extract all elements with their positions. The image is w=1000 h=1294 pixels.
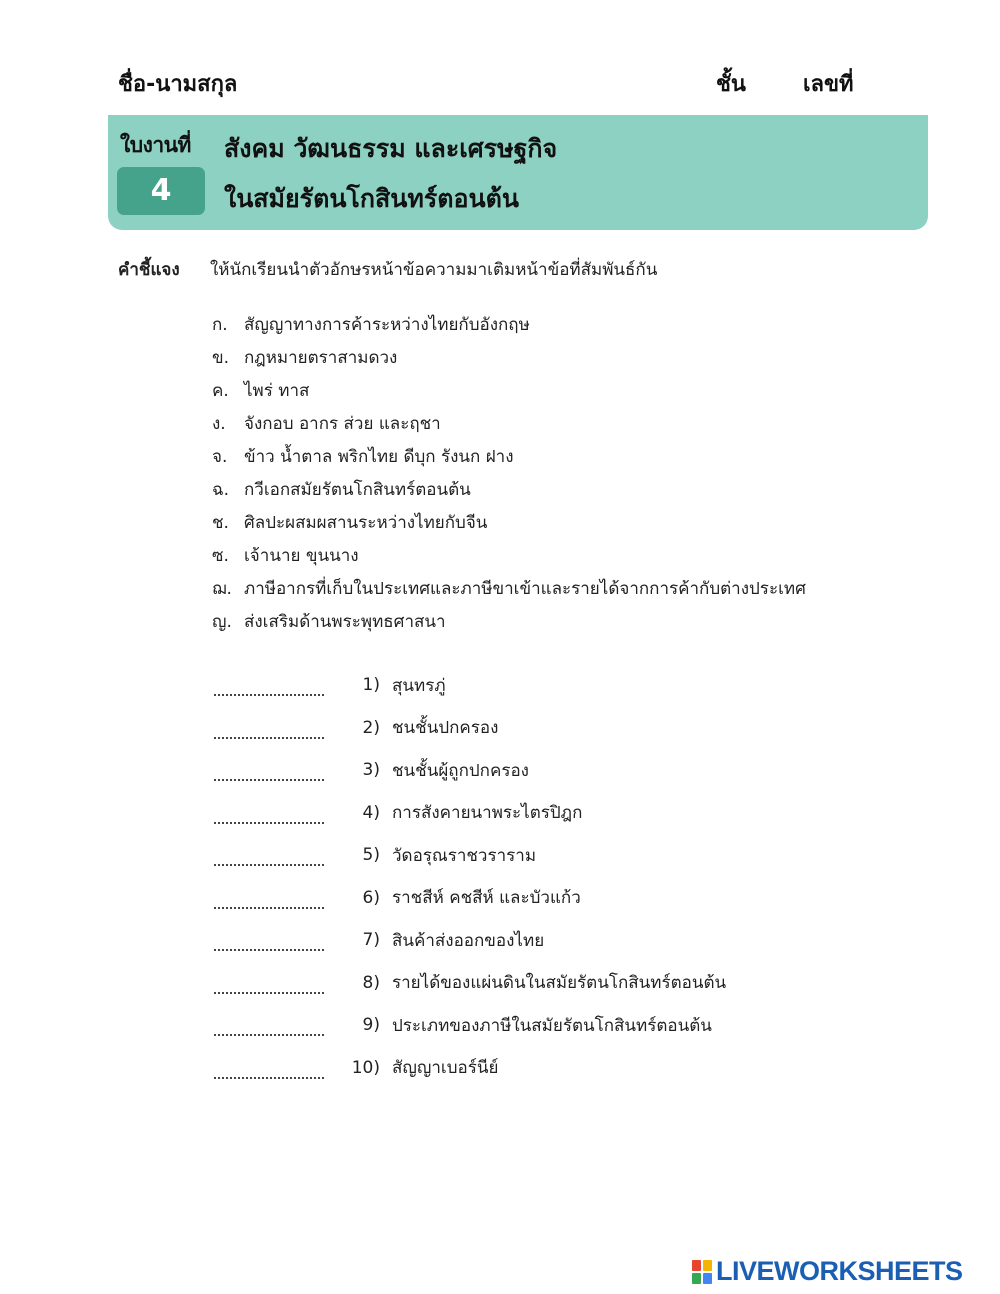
question-text: การสังคายนาพระไตรปิฎก: [392, 803, 583, 824]
logo-mark-icon: [692, 1260, 712, 1284]
choice-letter: ก.: [212, 315, 228, 335]
choice-letter: ค.: [212, 381, 229, 401]
question-number: 5): [362, 845, 380, 866]
questions-list: [214, 664, 726, 1089]
answer-blank-input[interactable]: [214, 887, 324, 909]
choice-item: [212, 539, 806, 572]
choice-text: ไพร่ ทาส: [244, 381, 310, 401]
question-item: [214, 1047, 726, 1090]
question-number: 2): [362, 717, 380, 738]
answer-blank-input[interactable]: [214, 759, 324, 781]
question-item: [214, 749, 726, 792]
question-item: [214, 877, 726, 920]
logo-square: [703, 1273, 712, 1284]
question-item: [214, 664, 726, 707]
question-item: [214, 962, 726, 1005]
question-text: วัดอรุณราชวราราม: [392, 845, 537, 866]
logo-text: LIVEWORKSHEETS: [716, 1256, 963, 1286]
answer-blank-input[interactable]: [214, 717, 324, 739]
question-text: สัญญาเบอร์นีย์: [392, 1058, 499, 1079]
choice-text: ศิลปะผสมผสานระหว่างไทยกับจีน: [244, 513, 488, 533]
choice-item: [212, 341, 806, 374]
choice-item: [212, 473, 806, 506]
question-text: ชนชั้นผู้ถูกปกครอง: [392, 760, 529, 781]
choice-item: [212, 506, 806, 539]
choice-item: [212, 308, 806, 341]
answer-blank-input[interactable]: [214, 1057, 324, 1079]
instructions-label: คำชี้แจง: [118, 260, 180, 280]
question-number: 9): [362, 1015, 380, 1036]
question-number: 4): [362, 802, 380, 823]
choice-item: [212, 440, 806, 473]
number-label: เลขที่: [803, 72, 854, 97]
answer-blank-input[interactable]: [214, 674, 324, 696]
choice-text: จังกอบ อากร ส่วย และฤชา: [244, 414, 441, 434]
choices-list: [212, 308, 806, 638]
liveworksheets-logo: [692, 1256, 963, 1287]
worksheet-title-line2: ในสมัยรัตนโกสินทร์ตอนต้น: [224, 184, 519, 213]
choice-text: กฎหมายตราสามดวง: [244, 348, 398, 368]
worksheet-banner: [108, 115, 928, 230]
question-item: [214, 792, 726, 835]
instructions-text: ให้นักเรียนนำตัวอักษรหน้าข้อความมาเติมหน้าข้อที่สัมพันธ์กัน: [210, 260, 658, 280]
name-label: ชื่อ-นามสกุล: [118, 72, 238, 97]
choice-letter: ช.: [212, 513, 229, 533]
choice-text: กวีเอกสมัยรัตนโกสินทร์ตอนต้น: [244, 480, 471, 500]
question-text: ประเภทของภาษีในสมัยรัตนโกสินทร์ตอนต้น: [392, 1015, 712, 1036]
choice-letter: ฉ.: [212, 480, 229, 500]
choice-item: [212, 407, 806, 440]
question-number: 8): [362, 972, 380, 993]
choice-item: [212, 605, 806, 638]
question-number: 3): [362, 760, 380, 781]
choice-text: สัญญาทางการค้าระหว่างไทยกับอังกฤษ: [244, 315, 530, 335]
question-item: [214, 707, 726, 750]
question-text: สินค้าส่งออกของไทย: [392, 930, 545, 951]
question-text: ชนชั้นปกครอง: [392, 718, 499, 739]
choice-letter: ง.: [212, 414, 226, 434]
question-number: 1): [362, 675, 380, 696]
question-text: สุนทรภู่: [392, 675, 446, 696]
question-text: ราชสีห์ คชสีห์ และบัวแก้ว: [392, 888, 581, 909]
question-text: รายได้ของแผ่นดินในสมัยรัตนโกสินทร์ตอนต้น: [392, 973, 727, 994]
question-item: [214, 919, 726, 962]
worksheet-label: ใบงานที่: [120, 133, 191, 157]
choice-text: ภาษีอากรที่เก็บในประเทศและภาษีขาเข้าและรายได้จากการค้ากับต่างประเทศ: [244, 579, 806, 599]
question-item: [214, 834, 726, 877]
choice-letter: ซ.: [212, 546, 229, 566]
choice-item: [212, 374, 806, 407]
answer-blank-input[interactable]: [214, 1014, 324, 1036]
class-label: ชั้น: [716, 72, 746, 97]
choice-text: ข้าว น้ำตาล พริกไทย ดีบุก รังนก ฝาง: [244, 447, 514, 467]
logo-square: [692, 1260, 701, 1271]
choice-letter: ฌ.: [212, 579, 232, 599]
answer-blank-input[interactable]: [214, 972, 324, 994]
choice-letter: จ.: [212, 447, 228, 467]
choice-letter: ข.: [212, 348, 230, 368]
choice-item: [212, 572, 806, 605]
question-number: 6): [362, 887, 380, 908]
choice-letter: ญ.: [212, 612, 232, 632]
choice-text: ส่งเสริมด้านพระพุทธศาสนา: [244, 612, 446, 632]
question-number: 7): [362, 930, 380, 951]
question-item: [214, 1004, 726, 1047]
answer-blank-input[interactable]: [214, 802, 324, 824]
answer-blank-input[interactable]: [214, 929, 324, 951]
logo-square: [703, 1260, 712, 1271]
worksheet-number: 4: [117, 167, 205, 215]
choice-text: เจ้านาย ขุนนาง: [244, 546, 359, 566]
logo-square: [692, 1273, 701, 1284]
answer-blank-input[interactable]: [214, 844, 324, 866]
worksheet-title-line1: สังคม วัฒนธรรม และเศรษฐกิจ: [224, 134, 558, 163]
question-number: 10): [351, 1057, 380, 1078]
